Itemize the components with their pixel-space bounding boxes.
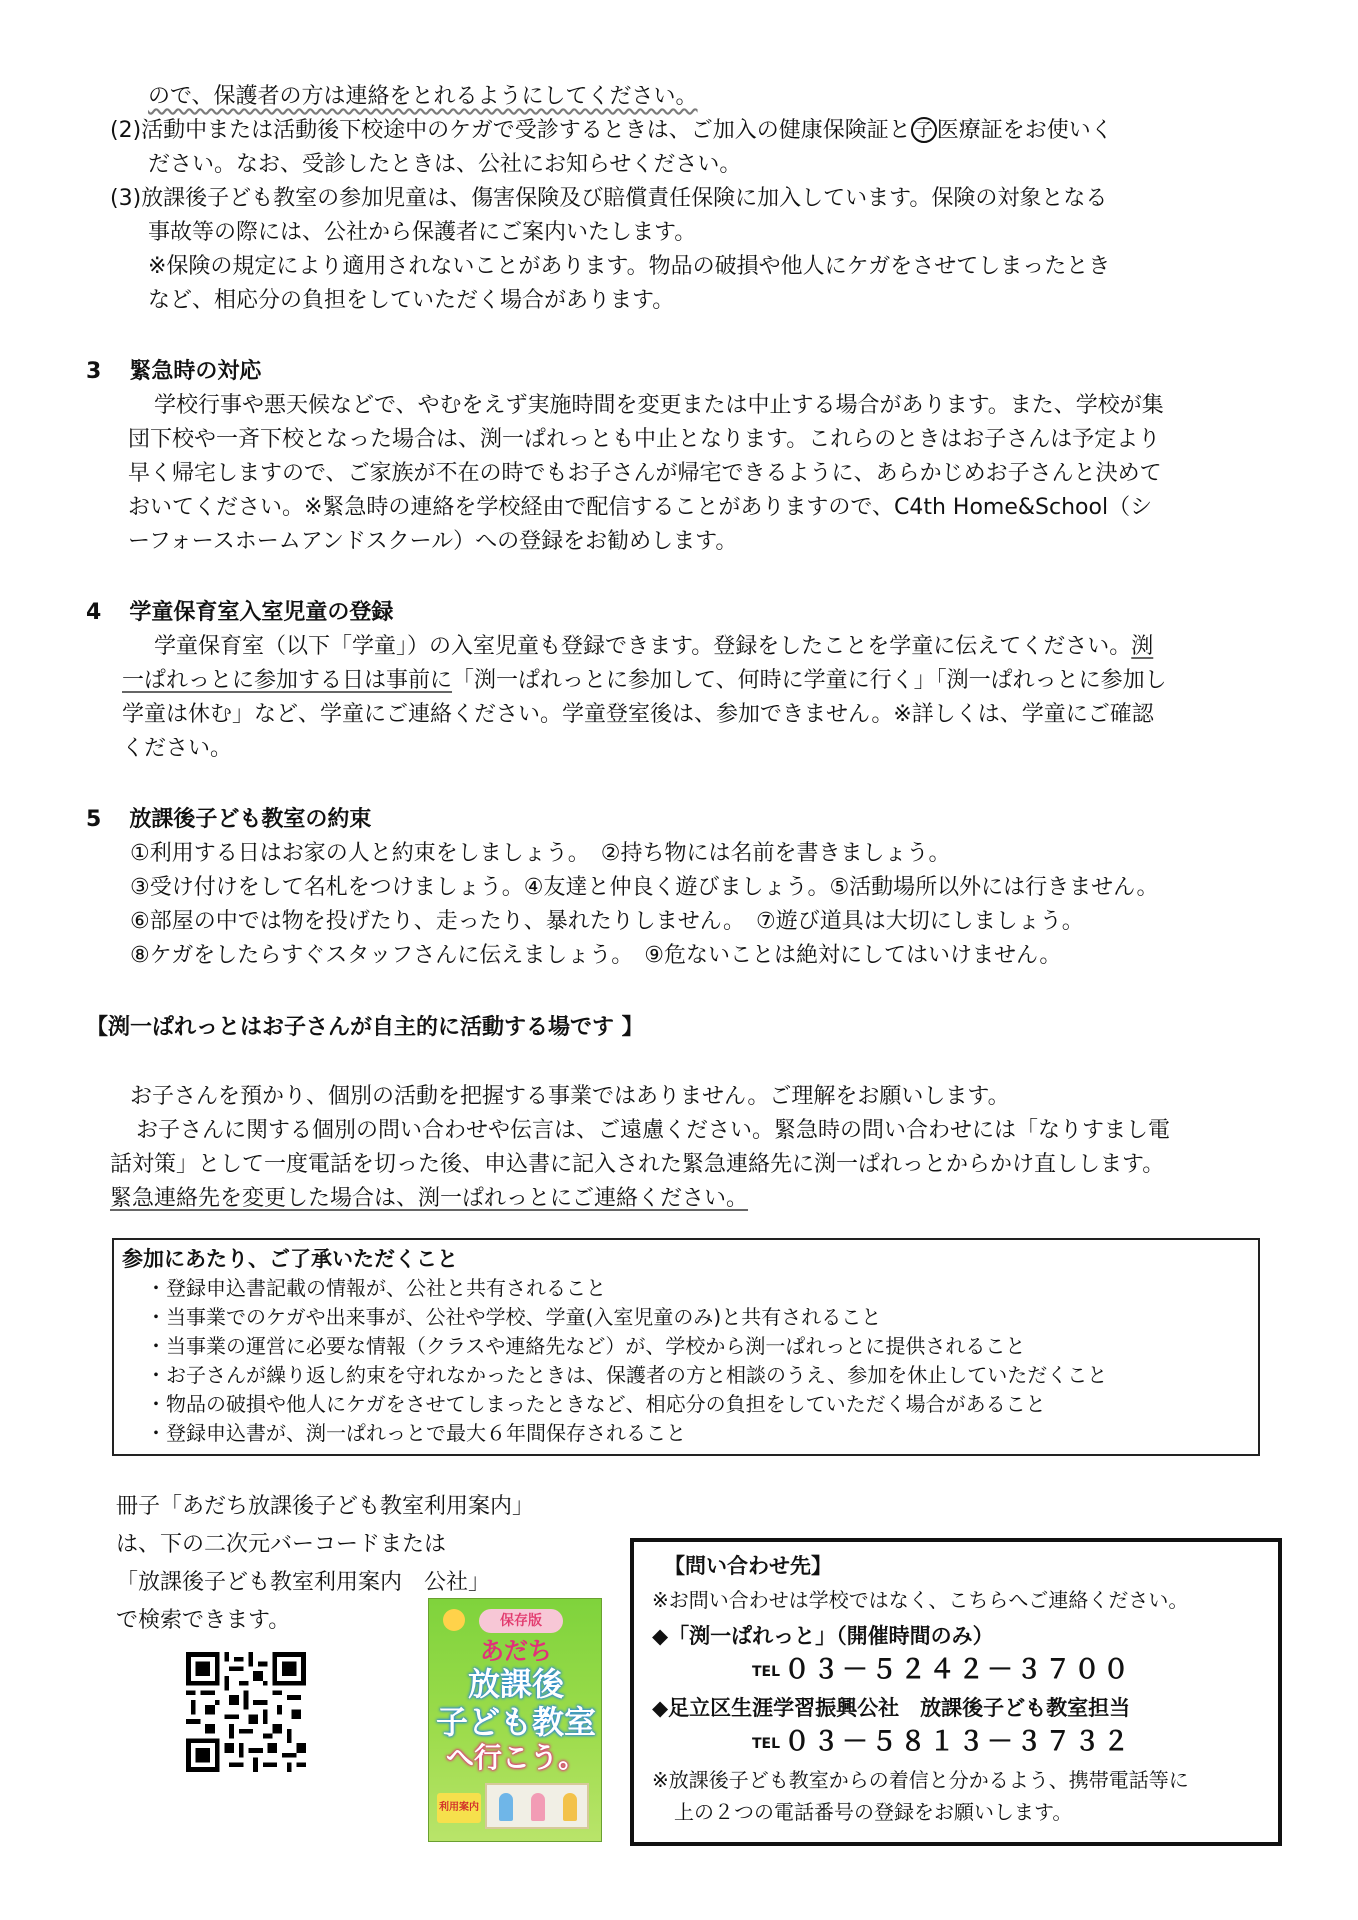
contact-note: ※お問い合わせは学校ではなく、こちらへご連絡ください。 xyxy=(652,1588,1189,1612)
booklet-title-3: 子ども教室 xyxy=(435,1703,596,1741)
section-3-line-4: おいてください。※緊急時の連絡を学校経由で配信することがありますので、C4th Home&School（シ xyxy=(128,495,1153,520)
booklet-title-2: 放課後 xyxy=(467,1665,564,1703)
contact-tel-2[interactable] xyxy=(752,1726,1132,1760)
section-3-line-1: 学校行事や悪天候などで、やむをえず実施時間を変更または中止する場合があります。また、学校が集 xyxy=(154,393,1164,418)
autonomy-line-4 xyxy=(110,1182,748,1216)
paragraph-2-text-b: 医療証をお使いく xyxy=(936,118,1113,143)
sun-icon xyxy=(443,1609,465,1631)
child-medical-mark: 子 xyxy=(911,117,937,143)
child-figure-icon xyxy=(499,1793,513,1821)
qr-code-icon[interactable] xyxy=(186,1652,306,1772)
contact-org-2: ◆足立区生涯学習振興公社 放課後子ども教室担当 xyxy=(652,1696,1131,1720)
notice-box xyxy=(112,1238,1260,1456)
telephone-icon: TEL xyxy=(752,1736,781,1752)
rule-line-4: ⑧ケガをしたらすぐスタッフさんに伝えましょう。 ⑨危ないことは絶対にしてはいけません。 xyxy=(130,943,1062,968)
rule-line-1: ①利用する日はお家の人と約束をしましょう。 ②持ち物には名前を書きましょう。 xyxy=(130,841,951,866)
parent-contact-text: ので、保護者の方は連絡をとれるようにしてください。 xyxy=(148,84,698,109)
booklet-info-line-1: 冊子「あだち放課後子ども教室利用案内」 xyxy=(116,1494,535,1519)
notice-item-6: ・登録申込書が、渕一ぱれっとで最大６年間保存されること xyxy=(146,1421,686,1445)
section-3-title: 緊急時の対応 xyxy=(129,359,262,384)
section-4-underlined-b: 一ぱれっとに参加する日は事前に xyxy=(122,668,453,693)
contact-foot-1: ※放課後子ども教室からの着信と分かるよう、携帯電話等に xyxy=(652,1768,1189,1792)
section-3-number: 3 xyxy=(86,359,102,384)
section-4-line-1 xyxy=(154,630,1153,664)
paragraph-3-text: 放課後子ども教室の参加児童は、傷害保険及び賠償責任保険に加入しています。保険の対象となる xyxy=(141,186,1108,211)
notice-item-5: ・物品の破損や他人にケガをさせてしまったときなど、相応分の負担をしていただく場合があること xyxy=(146,1392,1046,1416)
child-figure-icon xyxy=(563,1793,577,1821)
booklet-photo xyxy=(485,1783,589,1829)
section-4-line-2 xyxy=(122,664,1167,698)
section-4-text-b: 「渕一ぱれっとに参加して、何時に学童に行く」「渕一ぱれっとに参加し xyxy=(452,668,1167,693)
section-5-heading xyxy=(86,803,371,837)
booklet-title-1: あだち xyxy=(480,1637,552,1665)
section-3-line-2: 団下校や一斉下校となった場合は、渕一ぱれっとも中止となります。これらのときはお子さんは予定より xyxy=(128,427,1161,452)
paragraph-3-line-1 xyxy=(110,182,1107,216)
contact-heading: 【問い合わせ先】 xyxy=(664,1554,832,1578)
booklet-label: 利用案内 xyxy=(437,1793,481,1823)
booklet-info-line-3: 「放課後子ども教室利用案内 公社」 xyxy=(116,1570,491,1595)
rule-line-3: ⑥部屋の中では物を投げたり、走ったり、暴れたりしません。 ⑦遊び道具は大切にしましょう。 xyxy=(130,909,1084,934)
paragraph-2-line-1 xyxy=(110,114,1113,148)
section-3-line-5: ーフォースホームアンドスクール）への登録をお勧めします。 xyxy=(128,529,738,554)
booklet-cover-image xyxy=(428,1598,602,1842)
notice-box-title: 参加にあたり、ご了承いただくこと xyxy=(122,1247,458,1271)
autonomy-line-1: お子さんを預かり、個別の活動を把握する事業ではありません。ご理解をお願いします。 xyxy=(130,1084,1010,1109)
booklet-badge: 保存版 xyxy=(479,1609,563,1633)
notice-item-3: ・当事業の運営に必要な情報（クラスや連絡先など）が、学校から渕一ぱれっとに提供されること xyxy=(146,1334,1026,1358)
autonomy-line-2: お子さんに関する個別の問い合わせや伝言は、ご遠慮ください。緊急時の問い合わせには「なりすまし電 xyxy=(136,1118,1171,1143)
section-5-title: 放課後子ども教室の約束 xyxy=(129,807,372,832)
autonomy-heading: 【渕一ぱれっとはお子さんが自主的に活動する場です 】 xyxy=(86,1015,644,1040)
section-5-number: 5 xyxy=(86,807,102,832)
notice-item-2: ・当事業でのケガや出来事が、公社や学校、学童(入室児童のみ)と共有されること xyxy=(146,1305,882,1329)
booklet-info-line-2: は、下の二次元バーコードまたは xyxy=(116,1532,447,1557)
paragraph-2-text-a: 活動中または活動後下校途中のケガで受診するときは、ご加入の健康保険証と xyxy=(141,118,911,143)
contact-org-1: ◆「渕一ぱれっと」（開催時間のみ） xyxy=(652,1624,994,1648)
section-4-line-3: 学童は休む」など、学童にご連絡ください。学童登室後は、参加できません。※詳しくは、学童にご確認 xyxy=(122,702,1154,727)
tel-number-1: ０３－５２４２－３７００ xyxy=(784,1655,1133,1685)
notice-item-4: ・お子さんが繰り返し約束を守れなかったときは、保護者の方と相談のうえ、参加を休止していただくこと xyxy=(146,1363,1108,1387)
tel-number-2: ０３－５８１３－３７３２ xyxy=(784,1727,1133,1757)
rule-line-2: ③受け付けをして名札をつけましょう。④友達と仲良く遊びましょう。⑤活動場所以外には行きません。 xyxy=(130,875,1159,900)
section-3-heading xyxy=(86,355,261,389)
autonomy-line-3: 話対策」として一度電話を切った後、申込書に記入された緊急連絡先に渕一ぱれっとからかけ直しします。 xyxy=(110,1152,1165,1177)
paragraph-3-number: (3) xyxy=(110,186,142,211)
booklet-title-4: へ行こう。 xyxy=(445,1741,586,1774)
paragraph-3-line-3: ※保険の規定により適用されないことがあります。物品の破損や他人にケガをさせてしまったとき xyxy=(148,254,1111,279)
contact-box xyxy=(630,1538,1282,1846)
booklet-info-line-4: で検索できます。 xyxy=(116,1608,291,1633)
section-3-line-3: 早く帰宅しますので、ご家族が不在の時でもお子さんが帰宅できるように、あらかじめお子さんと決めて xyxy=(128,461,1162,486)
notice-item-1: ・登録申込書記載の情報が、公社と共有されること xyxy=(146,1276,606,1300)
section-4-title: 学童保育室入室児童の登録 xyxy=(129,600,394,625)
emergency-contact-change-text: 緊急連絡先を変更した場合は、渕一ぱれっとにご連絡ください。 xyxy=(110,1186,749,1211)
contact-foot-2: 上の２つの電話番号の登録をお願いします。 xyxy=(674,1800,1073,1824)
telephone-icon: TEL xyxy=(752,1664,781,1680)
section-4-heading xyxy=(86,596,393,630)
paragraph-2-number: (2) xyxy=(110,118,142,143)
top-line-1 xyxy=(148,80,698,114)
section-4-underlined-a: 渕 xyxy=(1131,634,1154,659)
paragraph-3-line-4: など、相応分の負担をしていただく場合があります。 xyxy=(148,288,675,313)
paragraph-2-line-2: ださい。なお、受診したときは、公社にお知らせください。 xyxy=(148,152,742,177)
paragraph-3-line-2: 事故等の際には、公社から保護者にご案内いたします。 xyxy=(148,220,697,245)
child-figure-icon xyxy=(531,1793,545,1821)
section-4-number: 4 xyxy=(86,600,102,625)
section-4-text-a: 学童保育室（以下「学童」）の入室児童も登録できます。登録をしたことを学童に伝えてください。 xyxy=(154,634,1132,659)
section-4-line-4: ください。 xyxy=(122,736,233,761)
contact-tel-1[interactable] xyxy=(752,1654,1132,1688)
